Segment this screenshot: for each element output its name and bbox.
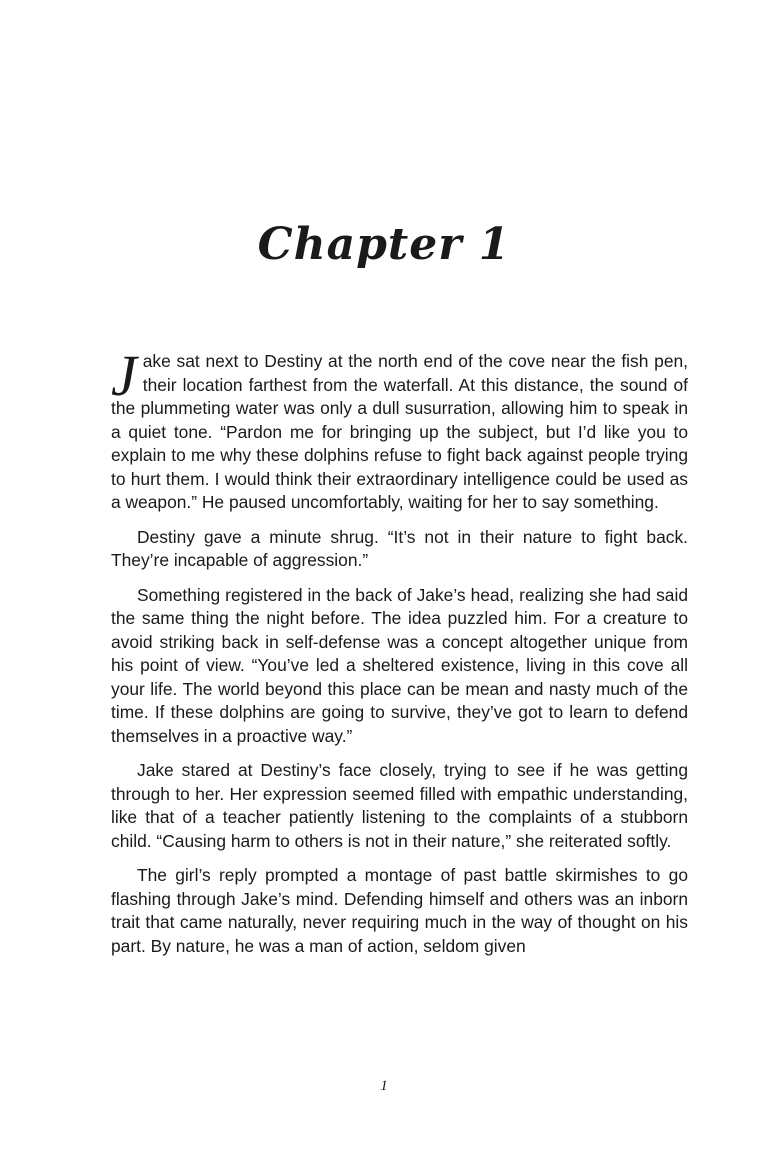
paragraph-2: Destiny gave a minute shrug. “It’s not in their nature to fight back. They’re incapable of aggression.” [111,526,688,570]
paragraph-5: The girl’s reply prompted a montage of past battle skirmishes to go flashing through Jake’s mind. Defending himself and others was an inborn trait that came naturally, never requiring much in the way of thought on his part. By nature, he was a man of action, seldom given [111,865,688,956]
drop-cap: J [111,343,137,408]
paragraph-4: Jake stared at Destiny’s face closely, trying to see if he was getting through to her. Her expression seemed filled with empathic understanding, like that of a teacher patiently listening to the complaints of a stubborn child. “Causing harm to others is not in their nature,” she reiterated softly. [111,760,688,851]
paragraph-1-text: ake sat next to Destiny at the north end of the cove near the fish pen, their location farthest from the waterfall. At this distance, the sound of the plummeting water was only a dull susurration, allowing him to speak in a quiet tone. “Pardon me for bringing up the subject, but I’d like you to explain to me why these dolphins refuse to fight back against people trying to hurt them. I would think their extraordinary intelligence could be used as a weapon.” He paused uncomfortably, waiting for her to say something. [111,351,688,512]
page-number: 1 [380,1078,388,1094]
chapter-title: Chapter 1 [257,219,511,271]
chapter-body [111,343,688,969]
paragraph-3: Something registered in the back of Jake’s head, realizing she had said the same thing the night before. The idea puzzled him. For a creature to avoid striking back in self-defense was a concept altogether unique from his point of view. “You’ve led a sheltered existence, living in this cove all your life. The world beyond this place can be mean and nasty much of the time. If these dolphins are going to survive, they’ve got to learn to defend themselves in a proactive way.” [111,584,688,746]
paragraph-1 [111,343,688,515]
